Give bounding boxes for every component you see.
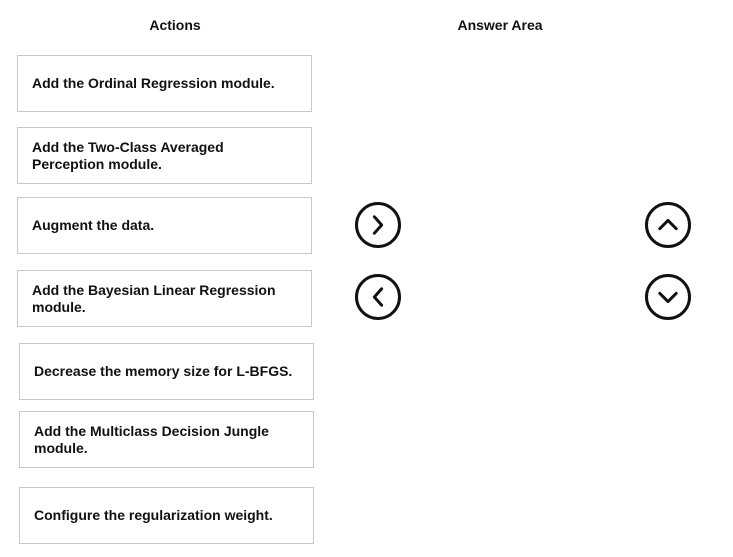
action-item-label: Augment the data. <box>32 217 155 233</box>
move-up-button[interactable] <box>645 202 691 248</box>
action-item-multiclass-decision-jungle[interactable] <box>19 411 314 468</box>
chevron-down-icon <box>657 286 679 308</box>
action-item-ordinal-regression[interactable] <box>17 55 312 112</box>
action-item-label: Add the Ordinal Regression module. <box>32 75 275 91</box>
action-item-bayesian-linear-regression[interactable] <box>17 270 312 327</box>
chevron-up-icon <box>657 214 679 236</box>
answer-area-header: Answer Area <box>457 17 543 33</box>
action-item-label: Add the Bayesian Linear Regression module. <box>32 281 276 315</box>
action-item-label: Configure the regularization weight. <box>34 507 273 523</box>
move-left-button[interactable] <box>355 274 401 320</box>
action-item-label: Add the Multiclass Decision Jungle module. <box>34 422 269 456</box>
action-item-label: Decrease the memory size for L-BFGS. <box>34 363 293 379</box>
action-item-decrease-memory-lbfgs[interactable] <box>19 343 314 400</box>
move-down-button[interactable] <box>645 274 691 320</box>
action-item-configure-regularization-weight[interactable] <box>19 487 314 544</box>
chevron-left-icon <box>367 286 389 308</box>
move-right-button[interactable] <box>355 202 401 248</box>
action-item-two-class-averaged-perception[interactable] <box>17 127 312 184</box>
action-item-label: Add the Two-Class Averaged Perception module. <box>32 138 224 172</box>
actions-header: Actions <box>149 17 201 33</box>
chevron-right-icon <box>367 214 389 236</box>
action-item-augment-data[interactable] <box>17 197 312 254</box>
